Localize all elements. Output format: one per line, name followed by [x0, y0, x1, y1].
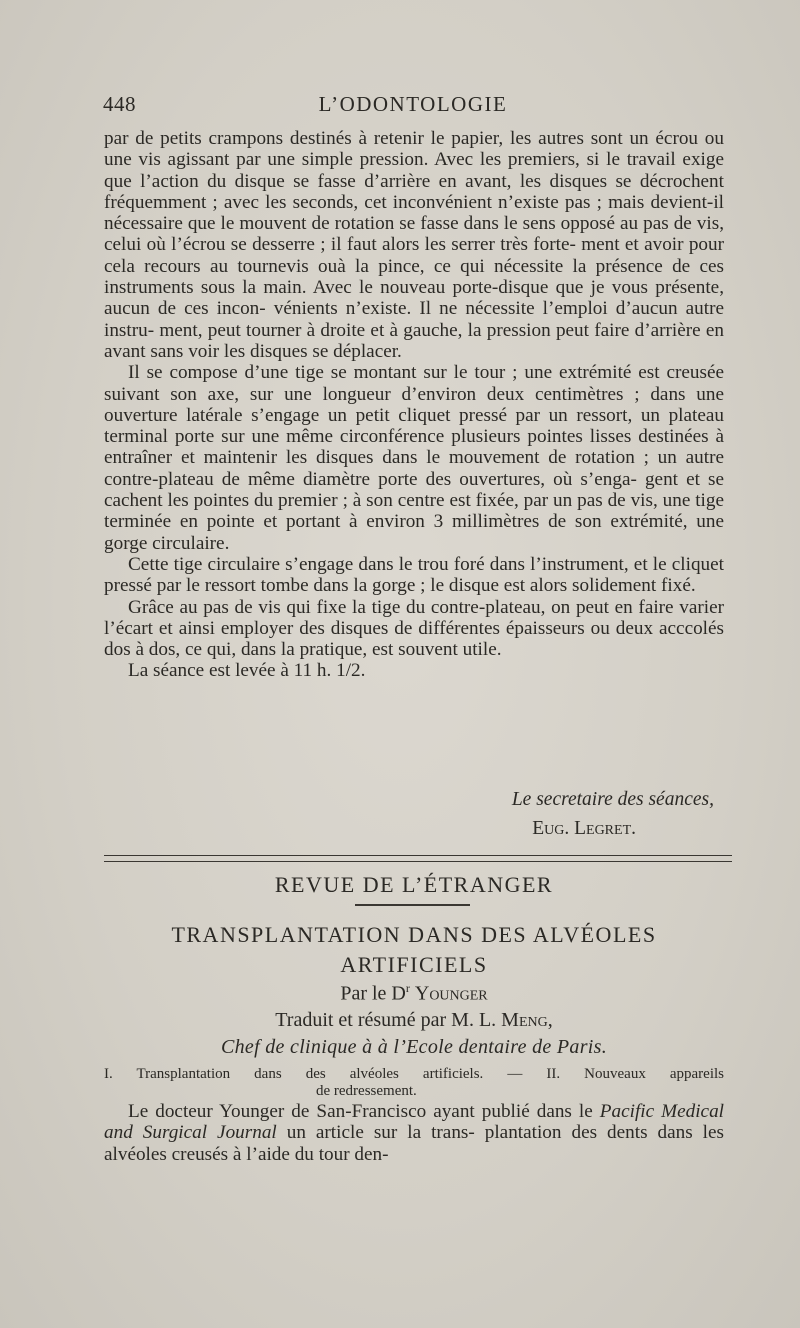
paragraph: Cette tige circulaire s’engage dans le trou foré dans l’instrument, et le cliquet pressé par le ressort tombe dans la gorge ; le disque est alors solidement fixé.: [104, 553, 724, 597]
paragraph: Grâce au pas de vis qui fixe la tige du contre-plateau, on peut en faire varier l’écart et ainsi employer des disques de différentes épaisseurs ou deux acccolés dos à dos, ce qui, dans la pratique, est souvent utile.: [104, 596, 724, 661]
translator-role: Chef de clinique à à l’Ecole dentaire de Paris.: [220, 1036, 608, 1058]
signature-name: [104, 818, 724, 840]
contents-line: I. Transplantation dans des alvéoles artificiels. — II. Nouveaux appareils: [104, 1066, 724, 1082]
author-name: Younger: [414, 982, 488, 1005]
lead-before: Le docteur Younger de San-Francisco ayant publié dans le: [128, 1101, 593, 1122]
signature-name-text: Eug. Legret.: [532, 818, 636, 839]
body-text: [104, 128, 724, 682]
article-title: [104, 920, 724, 980]
article-contents: [104, 1066, 724, 1100]
closing-line: La séance est levée à 11 h. 1/2.: [128, 660, 366, 682]
translator-prefix: Traduit et résumé par M. L.: [275, 1009, 497, 1031]
contents-line: de redressement.: [316, 1083, 417, 1099]
lead-paragraph: [104, 1101, 724, 1165]
lead-after: un article sur la trans- plantation des dents dans les alvéoles creusés à l’aide du tour den-: [104, 1122, 724, 1165]
short-rule-divider: [355, 904, 470, 906]
running-title: L’ODONTOLOGIE: [318, 92, 508, 116]
section-title: REVUE DE L’ÉTRANGER: [274, 872, 554, 897]
running-head: [103, 92, 723, 118]
paragraph: Il se compose d’une tige se montant sur le tour ; une extrémité est creusée suivant son axe, sur une longueur d’environ deux centimètres ; dans une ouverture latérale s’engage un petit cliquet pressé par un ressort, un plateau terminal porte sur une même circonférence plusieurs pointes lisses destinées à entraîner et maintenir les disques dans le mouvement de rotation ; un autre contre-plateau de même diamètre porte des ouvertures, où s’enga- gent et se cachent les pointes du premier ; à son centre est fixée, par un pas de vis, une tige terminée en pointe et portant à environ 3 millimètres de son extrémité, une gorge circulaire.: [104, 362, 724, 554]
article-title-line: ARTIFICIELS: [340, 952, 488, 977]
double-rule-divider: [104, 855, 732, 862]
article-title-line: TRANSPLANTATION DANS DES ALVÉOLES: [171, 922, 657, 947]
byline: [104, 981, 724, 1006]
journal-name: Pacific Medical and Surgical Journal: [104, 1101, 724, 1144]
translator-name: Meng,: [501, 1009, 553, 1031]
article-lead: [104, 1101, 724, 1165]
signature-title: Le secretaire des séances,: [511, 789, 714, 810]
byline-sup: r: [405, 981, 410, 995]
page-number: 448: [103, 92, 136, 116]
byline-prefix: Par le D: [340, 982, 406, 1005]
translator-line: [104, 1009, 724, 1032]
paragraph: par de petits crampons destinés à retenir le papier, les autres sont un écrou ou une vis agissant par une simple pression. Avec les premiers, si le travail exige que l’action du disque se fasse d’arrière en avant, les disques se décrochent fréquemment ; avec les seconds, cet inconvénient n’existe pas ; mais devient-il nécessaire que le mouvent de rotation se fasse dans le sens opposé au pas de vis, celui où l’écrou se desserre ; il faut alors les serrer très forte- ment et avoir pour cela recours au tournevis ouà la pince, ce qui nécessite la présence de ces instruments sous la main. Avec le nouveau porte-disque que je vous présente, aucun de ces incon- vénients n’existe. Il ne nécessite l’emploi d’aucun autre instru- ment, peut tourner à droite et à gauche, la pression peut faire d’arrière en avant sans voir les disques se déplacer.: [104, 128, 724, 362]
